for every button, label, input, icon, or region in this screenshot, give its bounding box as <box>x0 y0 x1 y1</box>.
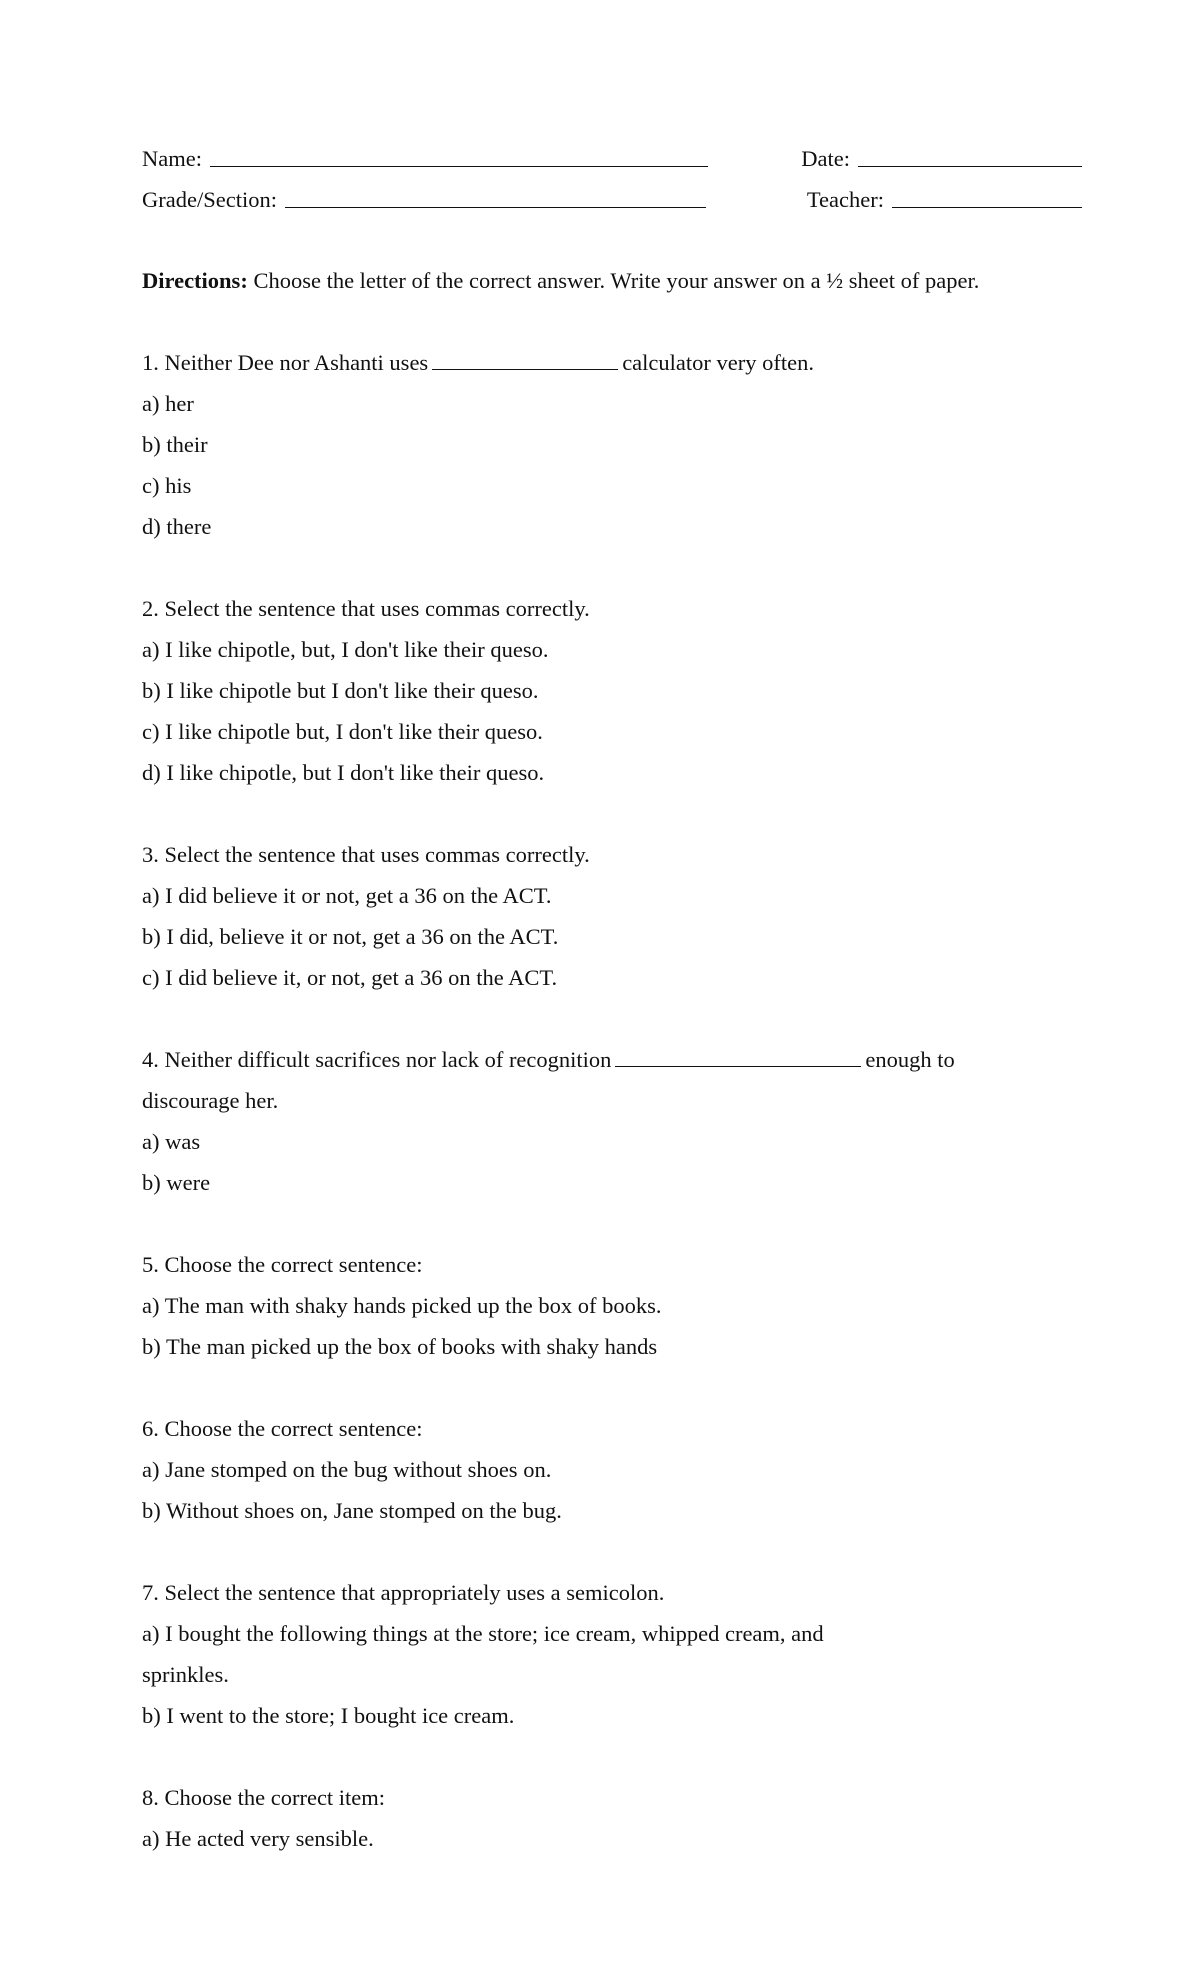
question-stem-continued: discourage her. <box>142 1088 279 1113</box>
question-stem-text: 1. Neither Dee nor Ashanti uses <box>142 350 429 375</box>
option: b) I like chipotle but I don't like their queso. <box>142 678 539 703</box>
question-stem <box>142 1039 1082 1080</box>
option: d) there <box>142 514 212 539</box>
question-stem: 3. Select the sentence that uses commas correctly. <box>142 842 590 867</box>
option: c) I did believe it, or not, get a 36 on the ACT. <box>142 965 558 990</box>
option: b) were <box>142 1170 211 1195</box>
question-stem: 7. Select the sentence that appropriately uses a semicolon. <box>142 1580 665 1605</box>
question-7 <box>142 1572 1082 1736</box>
option: b) Without shoes on, Jane stomped on the bug. <box>142 1498 562 1523</box>
option: b) The man picked up the box of books with shaky hands <box>142 1334 658 1359</box>
option: a) I did believe it or not, get a 36 on the ACT. <box>142 883 552 908</box>
question-stem: 8. Choose the correct item: <box>142 1785 386 1810</box>
option: a) The man with shaky hands picked up the box of books. <box>142 1293 662 1318</box>
question-5 <box>142 1244 1082 1367</box>
option-continued: sprinkles. <box>142 1662 229 1687</box>
question-2 <box>142 588 1082 793</box>
option: b) I went to the store; I bought ice cream. <box>142 1703 515 1728</box>
question-stem-text: calculator very often. <box>622 350 814 375</box>
question-stem-text: 4. Neither difficult sacrifices nor lack of recognition <box>142 1047 612 1072</box>
header-row-1 <box>142 138 1082 179</box>
directions-label: Directions: <box>142 268 248 293</box>
name-blank-line <box>210 142 708 167</box>
question-stem: 5. Choose the correct sentence: <box>142 1252 423 1277</box>
teacher-label: Teacher: <box>806 186 884 212</box>
option: b) their <box>142 432 208 457</box>
date-blank-line <box>858 142 1082 167</box>
name-label: Name: <box>142 145 202 171</box>
option: c) his <box>142 473 192 498</box>
option: a) was <box>142 1129 201 1154</box>
option: a) I bought the following things at the store; ice cream, whipped cream, and <box>142 1621 824 1646</box>
question-stem <box>142 342 1082 383</box>
answer-blank-line <box>432 349 618 370</box>
question-4 <box>142 1039 1082 1203</box>
question-6 <box>142 1408 1082 1531</box>
answer-blank-line <box>615 1046 861 1067</box>
question-stem-text: enough to <box>865 1047 955 1072</box>
worksheet-page <box>142 138 1082 1859</box>
option: a) He acted very sensible. <box>142 1826 374 1851</box>
grade-section-label: Grade/Section: <box>142 186 277 212</box>
directions-text: Choose the letter of the correct answer. Write your answer on a ½ sheet of paper. <box>247 268 980 293</box>
question-8 <box>142 1777 1082 1859</box>
question-stem: 6. Choose the correct sentence: <box>142 1416 423 1441</box>
directions <box>142 260 1082 301</box>
option: c) I like chipotle but, I don't like their queso. <box>142 719 543 744</box>
option: a) Jane stomped on the bug without shoes on. <box>142 1457 552 1482</box>
option: a) her <box>142 391 194 416</box>
option: a) I like chipotle, but, I don't like their queso. <box>142 637 549 662</box>
question-3 <box>142 834 1082 998</box>
teacher-blank-line <box>892 183 1082 208</box>
option: b) I did, believe it or not, get a 36 on the ACT. <box>142 924 559 949</box>
question-stem: 2. Select the sentence that uses commas correctly. <box>142 596 590 621</box>
option: d) I like chipotle, but I don't like their queso. <box>142 760 545 785</box>
question-1 <box>142 342 1082 547</box>
grade-section-blank-line <box>285 183 706 208</box>
date-label: Date: <box>801 145 850 171</box>
header-row-2 <box>142 179 1082 220</box>
